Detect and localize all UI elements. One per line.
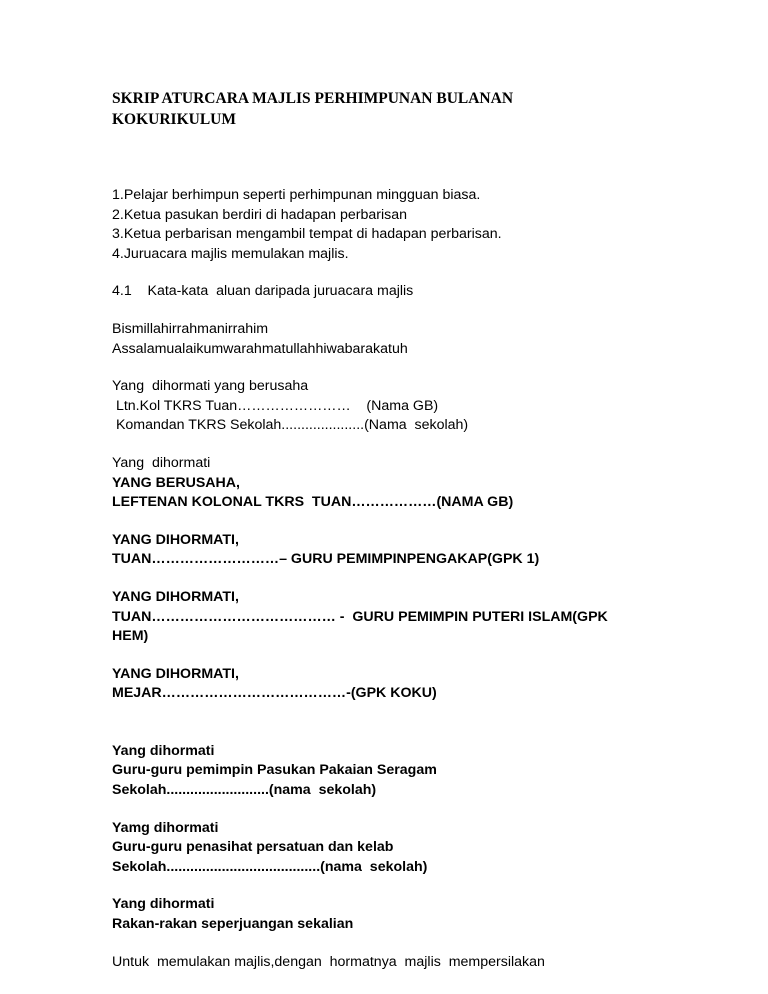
block4-line-2: MEJAR…………………………………-(GPK KOKU) [112, 685, 437, 702]
document-page [112, 88, 672, 972]
closing-line: Untuk memulakan majlis,dengan hormatnya majlis mempersilakan [112, 953, 545, 970]
block3-line-3: HEM) [112, 628, 149, 645]
block5-line-3: Sekolah..........................(nama sekolah) [112, 782, 377, 799]
title-line-1: SKRIP ATURCARA MAJLIS PERHIMPUNAN BULANAN [112, 90, 514, 107]
section-heading: 4.1 Kata-kata aluan daripada juruacara majlis [112, 283, 414, 300]
greeting-line-1: Bismillahirrahmanirrahim [112, 320, 269, 337]
honorific-block-3 [112, 588, 672, 647]
block2-line-1: YANG DIHORMATI, [112, 531, 239, 548]
step-3: 3.Ketua perbarisan mengambil tempat di hadapan perbarisan. [112, 226, 502, 243]
block2-line-2: TUAN………………………– GURU PEMIMPINPENGAKAP(GPK 1) [112, 551, 540, 568]
document-title [112, 88, 672, 130]
procedure-steps [112, 186, 672, 264]
honorific-block-1 [112, 454, 672, 513]
block1-line-1: Yang dihormati [112, 454, 211, 471]
greeting-line-2: Assalamualaikumwarahmatullahhiwabarakatuh [112, 340, 408, 357]
title-line-2: KOKURIKULUM [112, 111, 236, 128]
block7-line-1: Yang dihormati [112, 896, 215, 913]
block3-line-2: TUAN………………………………… - GURU PEMIMPIN PUTERI ISLAM(GPK [112, 608, 608, 625]
honorific-block-7 [112, 895, 672, 934]
block6-line-3: Sekolah.......................................(nama sekolah) [112, 858, 428, 875]
block5-line-2: Guru-guru pemimpin Pasukan Pakaian Seragam [112, 762, 437, 779]
block6-line-2: Guru-guru penasihat persatuan dan kelab [112, 839, 394, 856]
honorific-line-1: Yang dihormati yang berusaha [112, 378, 309, 395]
step-2: 2.Ketua pasukan berdiri di hadapan perbarisan [112, 206, 407, 223]
block1-line-3: LEFTENAN KOLONAL TKRS TUAN………………(NAMA GB) [112, 494, 514, 511]
honorific-line-3: Komandan TKRS Sekolah.....................(Nama sekolah) [112, 417, 469, 434]
honorifics-plain [112, 377, 672, 436]
step-4: 4.Juruacara majlis memulakan majlis. [112, 245, 349, 262]
block1-line-2: YANG BERUSAHA, [112, 474, 240, 491]
honorific-block-2 [112, 531, 672, 570]
block5-line-1: Yang dihormati [112, 742, 215, 759]
block7-line-2: Rakan-rakan seperjuangan sekalian [112, 916, 354, 933]
greeting [112, 320, 672, 359]
honorific-block-4 [112, 665, 672, 704]
honorific-block-6 [112, 819, 672, 878]
step-1: 1.Pelajar berhimpun seperti perhimpunan mingguan biasa. [112, 187, 481, 203]
block3-line-1: YANG DIHORMATI, [112, 588, 239, 605]
honorific-line-2: Ltn.Kol TKRS Tuan…………………… (Nama GB) [112, 397, 439, 414]
block4-line-1: YANG DIHORMATI, [112, 665, 239, 682]
block6-line-1: Yamg dihormati [112, 819, 219, 836]
honorific-block-5 [112, 742, 672, 801]
